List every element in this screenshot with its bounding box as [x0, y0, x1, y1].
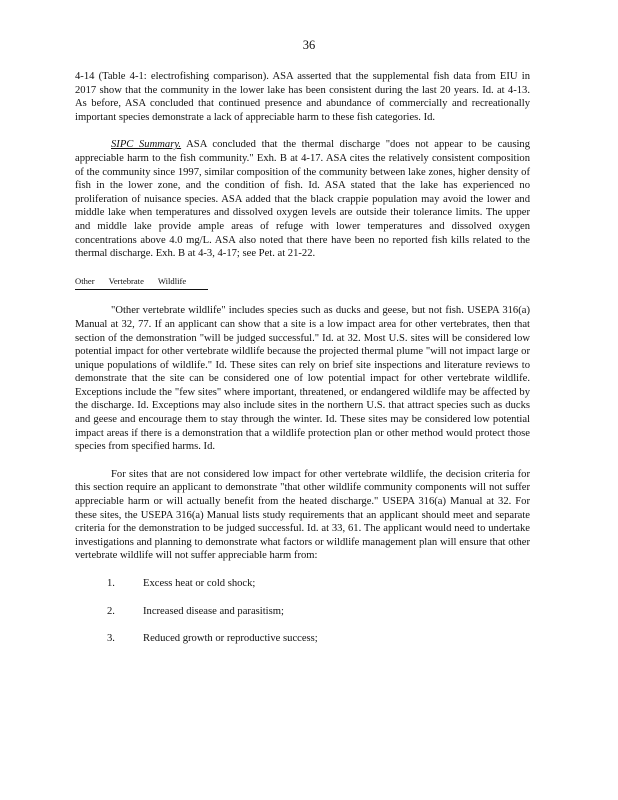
page-number: 36 — [302, 38, 316, 52]
list-item — [75, 632, 530, 646]
list-item-number: 1. — [107, 578, 115, 589]
section-heading-word-3: Wildlife — [157, 275, 187, 286]
harm-list — [75, 577, 530, 646]
list-item-text: Reduced growth or reproductive success; — [143, 633, 318, 645]
paragraph-sipc-summary — [75, 138, 530, 260]
paragraph-fish-data: 4-14 (Table 4-1: electrofishing comparison). ASA asserted that the supplemental fish data from EIU in 2017 show that the community in the lower lake has been consistent during the last 20 years. Id. at 4-13. As before, ASA concluded that continued presence and abundance of commercially and recreationally important species demonstrate a lack of appreciable harm to these fish categories. Id. — [75, 71, 530, 123]
section-heading-word-2: Vertebrate — [108, 275, 144, 286]
document-body — [75, 70, 530, 660]
paragraph-other-vertebrate-definition: "Other vertebrate wildlife" includes species such as ducks and geese, but not fish. USEPA 316(a) Manual at 32, 77. If an applicant can show that a site is a low impact area for other vertebrates, then that section of the demonstration "will be judged successful." Id. at 32. Most U.S. sites will be considered low potential impact for other vertebrate wildlife because the projected thermal plume "will not impact large or unique populations of wildlife." Id. These sites can rely on brief site inspections and literature reviews to demonstrate that the site can be considered one of low potential impact for other vertebrate wildlife. Exceptions include the "few sites" where important, threatened, or endangered wildlife may be affected by the discharge. Id. Exceptions may also include sites in the northern U.S. that attract species such as ducks and geese and encourage them to stay through the winter. Id. These sites may be considered low potential impact areas if there is a demonstration that a wildlife protection plan or other method would protect those species from specified harms. Id. — [75, 305, 530, 453]
list-item-number: 2. — [107, 605, 115, 617]
section-heading-word-1: Other — [75, 275, 95, 286]
list-item — [75, 577, 530, 591]
list-item-text: Increased disease and parasitism; — [143, 605, 284, 617]
paragraph-not-low-impact-sites: For sites that are not considered low impact for other vertebrate wildlife, the decision criteria for this section require an applicant to demonstrate "that other wildlife community components will not suffer appreciable harm or will actually benefit from the heated discharge." USEPA 316(a) Manual at 32. For these sites, the USEPA 316(a) Manual lists study requirements that an applicant should meet and separate criteria for the demonstration to be judged successful. Id. at 33, 61. The applicant would need to undertake investigations and planning to demonstrate what factors or wildlife management plan will ensure that other vertebrate wildlife will not suffer appreciable harm from: — [75, 468, 530, 562]
list-item — [75, 605, 530, 619]
sipc-summary-text: ASA concluded that the thermal discharge "does not appear to be causing appreciable harm to the fish community." Exh. B at 4-17. ASA cites the relatively consistent composition of the community since 1997, similar composition of the community between lake zones, higher density of fish in the lower zone, and the condition of fish. Id. ASA stated that the lake has experienced no proliferation of nuisance species. ASA added that the black crappie population may avoid the lower and middle lake when temperatures and dissolved oxygen levels are outside their tolerance limits. The upper and middle lake provide ample areas of refuge with lower temperatures and dissolved oxygen concentrations above 4.0 mg/L. ASA also noted that there have been no reported fish kills related to the thermal discharge. Exh. B at 4-3, 4-17; see Pet. at 21-22. — [75, 139, 531, 260]
list-item-text: Excess heat or cold shock; — [143, 578, 256, 589]
list-item-number: 3. — [107, 633, 115, 645]
sipc-summary-heading: SIPC Summary. — [111, 139, 182, 151]
section-heading-other-vertebrate-wildlife — [75, 275, 208, 291]
